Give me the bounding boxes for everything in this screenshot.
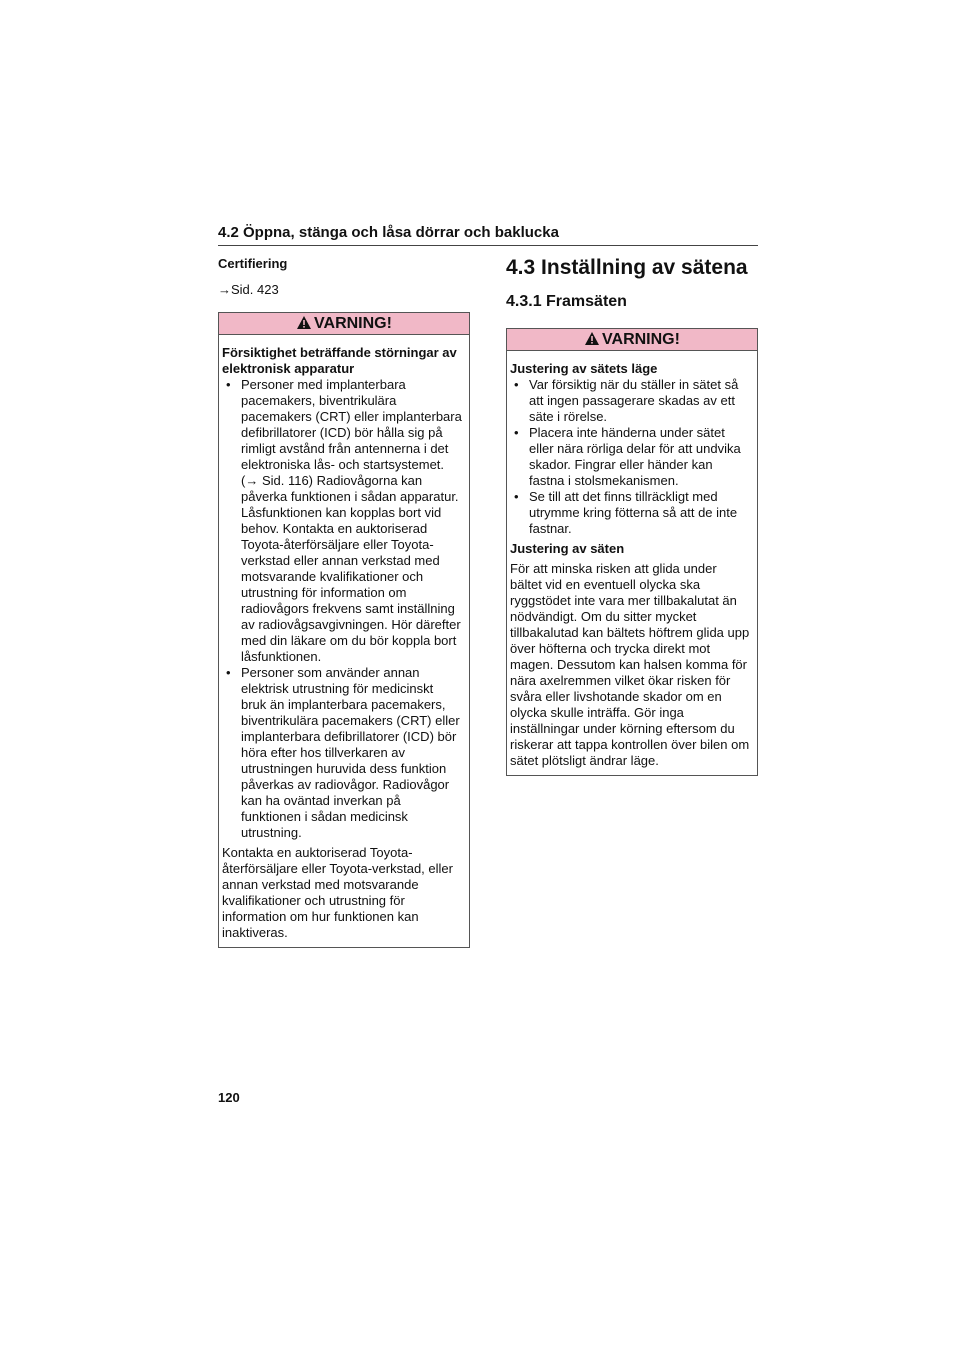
right-column [506, 256, 758, 776]
warning-label: VARNING! [314, 315, 392, 332]
warning-subheading: Försiktighet beträffande störningar av elektronisk apparatur [222, 345, 457, 376]
warning-header [507, 329, 757, 351]
list-item: • Se till att det finns tillräckligt med utrymme kring fötterna så att de inte fastnar. [510, 489, 750, 537]
list-item: • Personer som använder annan elektrisk utrustning för medicinskt bruk än implanterbara pacemakers, biventrikulära pacemakers (CRT) eller implanterbara defibrillatorer (ICD) bör höra efter hos tillverkaren av utrustningen huruvida dess funktion påverkas av radiovågor. Radiovågor kan ha oväntad inverkan på funktionen i sådan medicinsk utrustning. [222, 665, 462, 841]
section-heading: 4.3 Inställning av sätena [506, 256, 748, 279]
subsection-heading: 4.3.1 Framsäten [506, 293, 627, 310]
warning-body [219, 335, 469, 947]
warning-header [219, 313, 469, 335]
warning-body [507, 351, 757, 775]
list-item: • Placera inte händerna under sätet eller nära rörliga delar för att undvika skador. Fingrar eller händer kan fastna i stolsmekanismen. [510, 425, 750, 489]
warning-bullet-list [510, 377, 750, 537]
left-column [218, 256, 470, 948]
warning-label: VARNING! [602, 331, 680, 348]
warning-box-interference [218, 312, 470, 948]
warning-triangle-icon [584, 331, 600, 346]
warning-subheading-adjust: Justering av säten [510, 541, 625, 556]
warning-closing-text: Kontakta en auktoriserad Toyota-återförsäljare eller Toyota-verkstad, eller annan verkstad med motsvarande kvalifikationer och utrustning för information om hur funktionen kan inaktiveras. [222, 845, 453, 940]
warning-subheading-position: Justering av sätets läge [510, 361, 658, 376]
warning-box-seats [506, 328, 758, 776]
list-item: • Personer med implanterbara pacemakers, biventrikulära pacemakers (CRT) eller implanterbara defibrillatorer (ICD) bör hålla sig på rimligt avstånd från antennerna i det elektroniska lås- och startsystemet. (→ Sid. 116) Radiovågorna kan påverka funktionen i sådan apparatur. Låsfunktionen kan kopplas bort vid behov. Kontakta en auktoriserad Toyota-återförsäljare eller Toyota-verkstad eller annan verkstad med motsvarande kvalifikationer och utrustning för information om radiovågors frekvens samt inställning av radiovågsavgivningen. Hör därefter med din läkare om du bör koppla bort låsfunktionen. [222, 377, 462, 665]
list-item: • Var försiktig när du ställer in sätet så att ingen passagerare skadas av ett säte i rörelse. [510, 377, 750, 425]
warning-triangle-icon [296, 315, 312, 330]
warning-paragraph: För att minska risken att glida under bältet vid en eventuell olycka ska ryggstödet inte vara mer tillbakalutat än nödvändigt. Om du sitter mycket tillbakalutad kan bältets höftrem glida upp över höfterna och trycka direkt mot magen. Dessutom kan halsen komma för nära axelremmen vilket ökar risken för svåra eller livshotande skador om en olycka skulle inträffa. Gör inga inställningar under körning eftersom du riskerar att tappa kontrollen över bilen om sätet plötsligt ändrar läge. [510, 561, 750, 768]
page-reference-link[interactable]: →Sid. 423 [218, 282, 279, 297]
certification-subheading: Certifiering [218, 256, 288, 271]
running-header: 4.2 Öppna, stänga och låsa dörrar och baklucka [218, 224, 758, 246]
page-number: 120 [218, 1090, 240, 1105]
warning-bullet-list [222, 377, 462, 841]
